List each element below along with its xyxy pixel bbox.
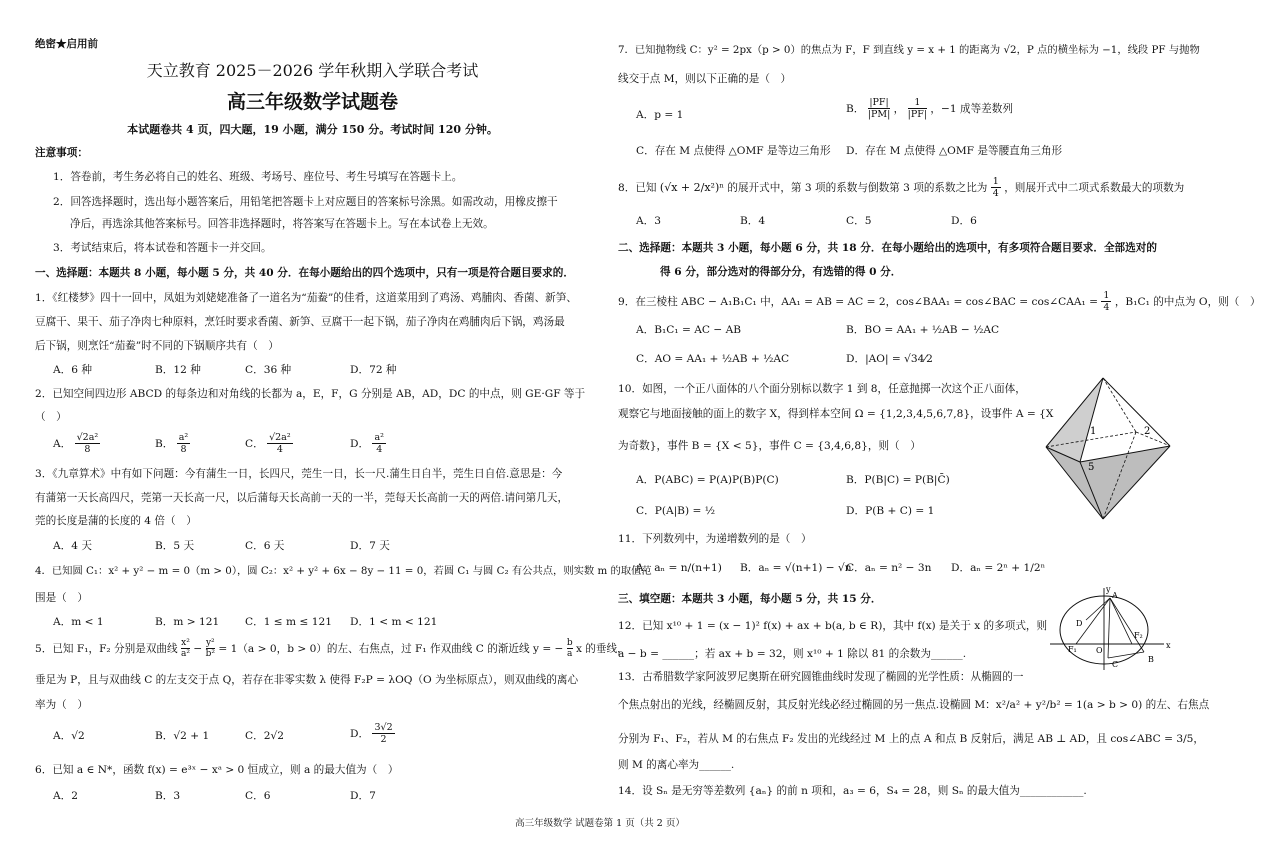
q10-line1: 10．如图，一个正八面体的八个面分别标以数字 1 到 8，任意抛掷一次这个正八面体， — [618, 383, 1026, 395]
q7-option-c: C．存在 M 点使得 △OMF 是等边三角形 — [636, 145, 831, 157]
q2-a-num: √2a² — [76, 432, 99, 443]
face-label-1: 1 — [1090, 426, 1097, 437]
q1-line3: 后下锅，则烹饪“茄鲞”时不同的下锅顺序共有（ ） — [35, 340, 279, 352]
q8-ratio-frac — [991, 176, 1001, 200]
q6-option-a: A．2 — [53, 790, 78, 802]
q2-option-c — [245, 432, 293, 456]
label-b: B — [1148, 655, 1154, 664]
q2-option-b-label: B． — [155, 437, 174, 450]
q10-line2: 观察它与地面接触的面上的数字 X，得到样本空间 Ω = {1,2,3,4,5,6,7,8}，设事件 A = {X — [618, 408, 1054, 420]
note-3: 3．考试结束后，将本试卷和答题卡一并交回。 — [53, 242, 272, 254]
label-y: y — [1106, 585, 1111, 594]
q12-line2: a − b = ______；若 ax + b = 32，则 x¹⁰ + 1 除以 81 的余数为______. — [618, 648, 967, 660]
q2-c-den: 4 — [276, 444, 283, 456]
face-label-2: 2 — [1144, 426, 1151, 437]
q2-option-b — [155, 432, 190, 456]
q9-option-d: D．|AO| = √34⁄2 — [846, 353, 933, 365]
q5-option-d — [350, 722, 395, 746]
q3-option-a: A．4 天 — [53, 540, 92, 552]
q5-line3: 率为（ ） — [35, 699, 88, 711]
q7-line2: 线交于点 M，则以下正确的是（ ） — [618, 73, 792, 85]
q4-line2: 围是（ ） — [35, 592, 88, 604]
q7-option-b-label: B． — [846, 102, 865, 115]
secret-label: 绝密★启用前 — [35, 38, 98, 50]
q8-option-d: D．6 — [951, 215, 977, 227]
q2-line1: 2．已知空间四边形 ABCD 的每条边和对角线的长都为 a，E，F，G 分别是 AB，AD，DC 的中点，则 GE·GF 等于 — [35, 388, 586, 400]
note-2: 2．回答选择题时，选出每小题答案后，用铅笔把答题卡上对应题目的答案标号涂黑。如需改动，用橡皮擦干 — [53, 196, 558, 208]
notes-heading: 注意事项： — [35, 147, 88, 159]
q6-option-b: B．3 — [155, 790, 181, 802]
q5-frac-x-num: x² — [181, 638, 190, 648]
q2-d-den: 4 — [376, 444, 383, 456]
q5-line1 — [35, 638, 628, 660]
q5-line2: 垂足为 P，且与双曲线 C 的左支交于点 Q，若存在非零实数 λ 使得 F₂P = λOQ（O 为坐标原点），则双曲线的离心 — [35, 674, 579, 686]
q9-option-a: A．B₁C₁ = AC − AB — [636, 324, 742, 336]
q8-option-b: B．4 — [740, 215, 766, 227]
page-footer: 高三年级数学 试题卷第 1 页（共 2 页） — [515, 818, 685, 829]
q7-option-a: A．p = 1 — [636, 109, 684, 121]
q2-option-b-frac — [177, 432, 190, 456]
q5-option-b: B．√2 + 1 — [155, 730, 210, 742]
q5-frac-x-den: a² — [180, 649, 190, 660]
note-1: 1．答卷前，考生务必将自己的姓名、班级、考场号、座位号、考生号填写在答题卡上。 — [53, 171, 463, 183]
q8-ratio-den: 4 — [992, 188, 999, 200]
q4-line1: 4．已知圆 C₁：x² + y² − m = 0（m > 0），圆 C₂：x² + y² + 6x − 8y − 11 = 0，若圆 C₁ 与圆 C₂ 有公共点，则实数 m 的取值范 — [35, 565, 652, 577]
q13-line2: 个焦点射出的光线，经椭圆反射，其反射光线必经过椭圆的另一焦点.设椭圆 M：x²/a² + y²/b² = 1(a > b > 0) 的左、右焦点 — [618, 699, 1210, 711]
q2-option-a-label: A． — [53, 437, 72, 450]
q2-option-c-frac — [267, 432, 293, 456]
q9-option-b: B．BO = AA₁ + ½AB − ½AC — [846, 324, 1000, 336]
q4-option-b: B．m > 121 — [155, 616, 220, 628]
q9-frac-num: 1 — [1103, 290, 1110, 301]
q10-option-b: B．P(B|C) = P(B|C̄) — [846, 474, 950, 486]
q13-line1: 13．古希腊数学家阿波罗尼奥斯在研究圆锥曲线时发现了椭圆的光学性质：从椭圆的一 — [618, 671, 1024, 683]
q14-line1: 14．设 Sₙ 是无穷等差数列 {aₙ} 的前 n 项和，a₃ = 6，S₄ = 28，则 Sₙ 的最大值为____________. — [618, 785, 1087, 797]
q1-line2: 豆腐干、果干、茄子净肉七种原料，烹饪时要求香菌、新笋、豆腐干一起下锅，茄子净肉在鸡脯肉后下锅，鸡汤最 — [35, 316, 565, 328]
q9-line1-end: ，B₁C₁ 的中点为 O，则（ ） — [1114, 295, 1261, 308]
q7-b-frac2 — [908, 97, 927, 121]
q5-option-a: A．√2 — [53, 730, 85, 742]
q11-option-c: C．aₙ = n² − 3n — [846, 562, 932, 574]
q1-line1: 1．《红楼梦》四十一回中，凤姐为刘姥姥准备了一道名为“茄鲞”的佳肴，这道菜用到了鸡汤、鸡脯肉、香菌、新笋、 — [35, 292, 577, 304]
q2-option-d-label: D． — [350, 437, 370, 450]
q11-option-a: A．aₙ = n/(n+1) — [636, 562, 722, 574]
q2-d-num: a² — [374, 432, 384, 443]
q7-b-frac2-num: 1 — [908, 97, 927, 109]
q5-line1-start: 5．已知 F₁，F₂ 分别是双曲线 — [35, 642, 178, 655]
q8-option-a: A．3 — [636, 215, 661, 227]
q1-option-a: A．6 种 — [53, 364, 92, 376]
q5-option-c: C．2√2 — [245, 730, 284, 742]
note-2-cont: 净后，再选涂其他答案标号。回答非选择题时，将答案写在答题卡上。写在本试卷上无效。 — [70, 218, 494, 230]
q3-option-d: D．7 天 — [350, 540, 390, 552]
q5-line1-end: x 的垂线， — [575, 642, 628, 655]
label-x: x — [1166, 641, 1171, 650]
q9-line1 — [618, 290, 1261, 314]
q5-frac-y-num: y² — [205, 638, 215, 648]
q5-frac-ba — [567, 638, 573, 660]
q10-line3: 为奇数}，事件 B = {X < 5}，事件 C = {3,4,6,8}，则（ ） — [618, 440, 921, 452]
q13-line3: 分别为 F₁、F₂，若从 M 的右焦点 F₂ 发出的光线经过 M 上的点 A 和点 B 反射后，满足 AB ⊥ AD，且 cos∠ABC = 3/5， — [618, 733, 1204, 745]
q13-line4: 则 M 的离心率为______. — [618, 759, 735, 771]
q1-option-c: C．36 种 — [245, 364, 292, 376]
q4-option-a: A．m < 1 — [53, 616, 104, 628]
q2-option-a-frac — [75, 432, 101, 456]
q6-line1: 6．已知 a ∈ N*，函数 f(x) = e³ˣ − xᵃ > 0 恒成立，则 a 的最大值为（ ） — [35, 764, 399, 776]
q2-option-d — [350, 432, 386, 456]
q3-option-c: C．6 天 — [245, 540, 285, 552]
q3-line3: 莞的长度是蒲的长度的 4 倍（ ） — [35, 515, 197, 527]
q5-frac-x — [181, 638, 190, 660]
q9-option-c: C．AO = AA₁ + ½AB + ½AC — [636, 353, 790, 365]
q8-expression: (√x + 2/x²)ⁿ — [659, 180, 724, 194]
q8-line1-start: 8．已知 — [618, 181, 657, 194]
q2-b-num: a² — [178, 432, 189, 443]
q3-line2: 有蒲第一天长高四尺，莞第一天长高一尺，以后蒲每天长高前一天的一半，莞每天长高前一天的两倍.请问第几天， — [35, 492, 569, 504]
ray-a-f2 — [1110, 598, 1132, 644]
q10-option-d: D．P(B + C) = 1 — [846, 505, 935, 517]
label-d: D — [1076, 619, 1083, 628]
ray-a-d — [1086, 598, 1110, 620]
q2-option-a — [53, 432, 100, 456]
q10-option-a: A．P(ABC) = P(A)P(B)P(C) — [636, 474, 779, 486]
q2-c-num: √2a² — [269, 432, 291, 443]
q9-frac-den: 4 — [1103, 302, 1110, 314]
section-2-line1: 二、选择题：本题共 3 小题，每小题 6 分，共 18 分．在每小题给出的选项中，有多项符合题目要求．全部选对的 — [618, 242, 1157, 254]
q2-b-den: 8 — [180, 444, 187, 456]
q5-minus: − — [193, 642, 203, 655]
q7-b-comma: ， — [893, 102, 905, 115]
q9-frac — [1101, 290, 1111, 314]
q5-frac-y-den: b² — [205, 649, 215, 660]
q8-option-c: C．5 — [846, 215, 872, 227]
exam-title: 天立教育 2025－2026 学年秋期入学联合考试 — [146, 61, 479, 80]
q11-line1: 11．下列数列中，为递增数列的是（ ） — [618, 533, 812, 545]
ray-a-c — [1108, 598, 1110, 658]
q8-line1-end: ，则展开式中二项式系数最大的项数为 — [1004, 181, 1185, 194]
q9-line1-start: 9．在三棱柱 ABC − A₁B₁C₁ 中，AA₁ = AB = AC = 2，cos∠BAA₁ = cos∠BAC = cos∠CAA₁ = — [618, 295, 1099, 308]
q5-option-d-label: D． — [350, 727, 370, 740]
label-a: A — [1112, 591, 1118, 600]
q4-option-d: D．1 < m < 121 — [350, 616, 438, 628]
q2-option-c-label: C． — [245, 437, 264, 450]
q1-option-b: B．12 种 — [155, 364, 201, 376]
q4-option-c: C．1 ≤ m ≤ 121 — [245, 616, 332, 628]
q2-line2: （ ） — [35, 411, 67, 423]
label-f1: F₁ — [1068, 645, 1077, 654]
q7-option-d: D．存在 M 点使得 △OMF 是等腰直角三角形 — [846, 145, 1063, 157]
section-3-heading: 三、填空题：本题共 3 小题，每小题 5 分，共 15 分． — [618, 593, 882, 605]
exam-subtitle: 高三年级数学试题卷 — [226, 91, 398, 113]
label-f2: F₂ — [1134, 631, 1143, 640]
section-1-heading: 一、选择题：本题共 8 小题，每小题 5 分，共 40 分．在每小题给出的四个选项中，只有一项是符合题目要求的． — [35, 267, 574, 279]
q5-frac-y — [206, 638, 215, 660]
exam-summary: 本试题卷共 4 页，四大题，19 小题，满分 150 分。考试时间 120 分钟。 — [127, 123, 498, 136]
ellipse-figure — [1046, 586, 1173, 670]
label-o: O — [1096, 646, 1103, 655]
q7-option-b — [846, 97, 1013, 121]
q5-d-den: 2 — [380, 734, 387, 746]
q7-b-frac2-den: |PF| — [907, 109, 928, 121]
q1-option-d: D．72 种 — [350, 364, 397, 376]
q2-option-d-frac — [372, 432, 385, 456]
ray-b-c — [1108, 652, 1144, 658]
q2-a-den: 8 — [84, 444, 91, 456]
q7-b-frac1 — [868, 97, 891, 121]
face-label-5: 5 — [1088, 462, 1095, 473]
q8-line1-mid: 的展开式中，第 3 项的系数与倒数第 3 项的系数之比为 — [727, 181, 988, 194]
q8-line1 — [618, 176, 1184, 200]
q7-option-b-suffix: ，−1 成等差数列 — [930, 102, 1013, 115]
q5-d-num: 3√2 — [374, 722, 393, 733]
q5-line1-mid: = 1（a > 0，b > 0）的左、右焦点，过 F₁ 作双曲线 C 的渐近线 y = − — [218, 642, 564, 655]
q3-option-b: B．5 天 — [155, 540, 195, 552]
q8-ratio-num: 1 — [992, 176, 999, 187]
label-c: C — [1112, 660, 1119, 669]
section-2-line2: 得 6 分，部分选对的得部分分，有选错的得 0 分． — [660, 266, 902, 278]
q5-frac-ba-num: b — [566, 638, 573, 648]
q10-option-c: C．P(A|B) = ½ — [636, 505, 715, 517]
q12-line1: 12．已知 x¹⁰ + 1 = (x − 1)² f(x) + ax + b(a, b ∈ R)，其中 f(x) 是关于 x 的多项式，则 — [618, 620, 1048, 632]
q7-line1: 7．已知抛物线 C：y² = 2px（p > 0）的焦点为 F，F 到直线 y = x + 1 的距离为 √2，P 点的横坐标为 −1，线段 PF 与抛物 — [618, 44, 1200, 56]
q3-line1: 3．《九章算术》中有如下问题：今有蒲生一日，长四尺，莞生一日，长一尺.蒲生日自半，莞生日自倍.意思是：今 — [35, 468, 563, 480]
q5-frac-ba-den: a — [567, 649, 573, 660]
octahedron-figure — [1046, 378, 1172, 526]
q6-option-c: C．6 — [245, 790, 271, 802]
q5-option-d-frac — [372, 722, 394, 746]
q6-option-d: D．7 — [350, 790, 376, 802]
q7-b-frac1-num: |PF| — [869, 97, 889, 108]
q11-option-b: B．aₙ = √(n+1) − √n — [740, 562, 852, 574]
q7-b-frac1-den: |PM| — [867, 109, 891, 121]
q11-option-d: D．aₙ = 2ⁿ + 1/2ⁿ — [951, 562, 1046, 574]
